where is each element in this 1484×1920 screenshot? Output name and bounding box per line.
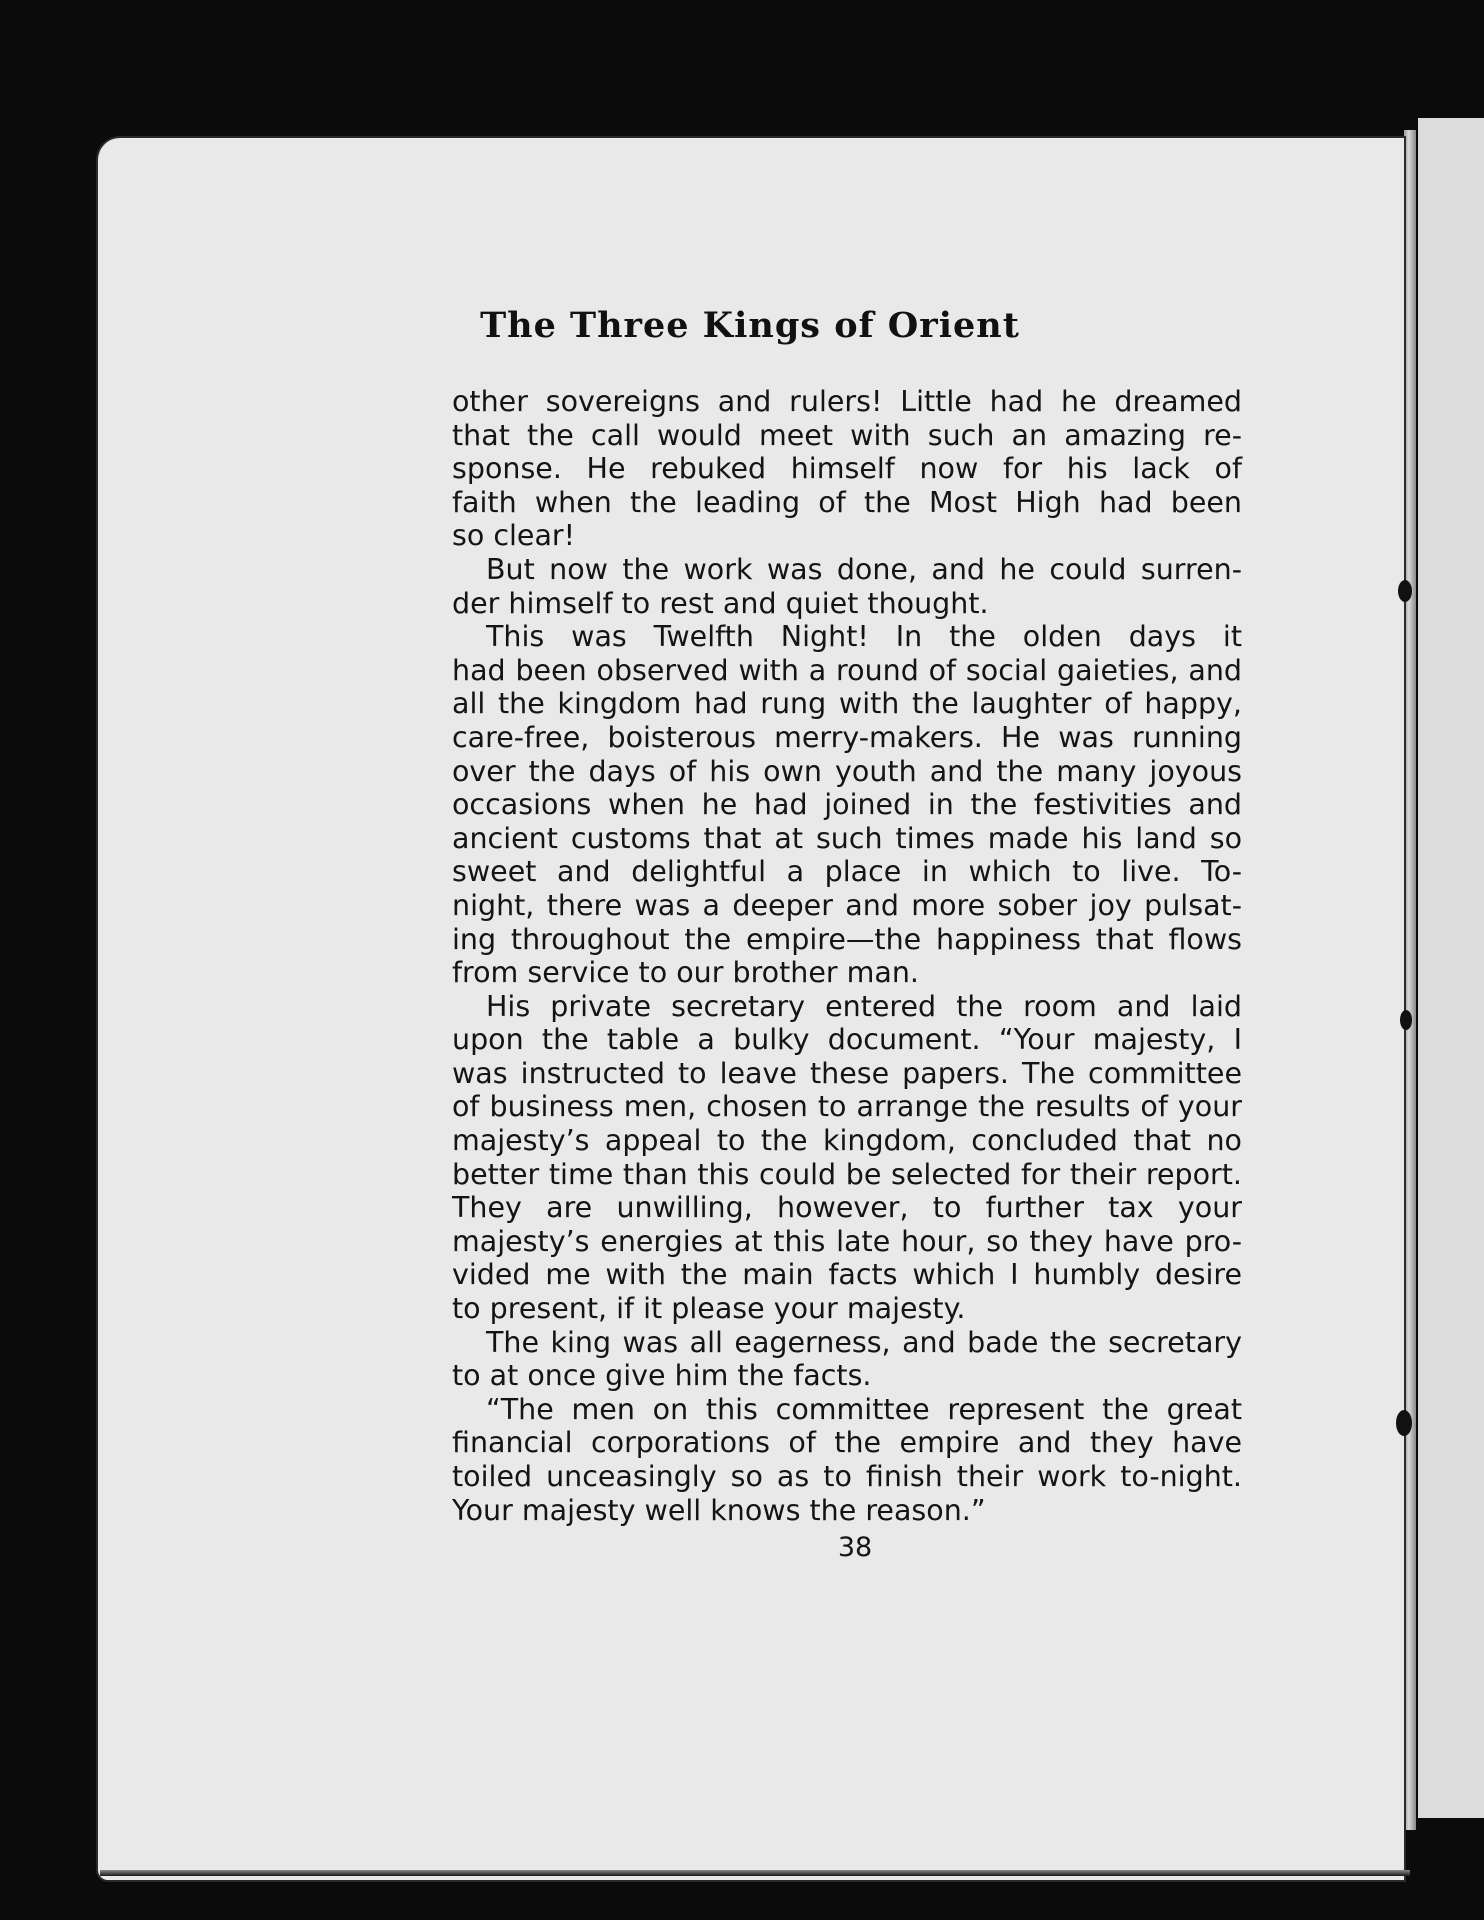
text-line: faith when the leading of the Most High had been: [452, 485, 1242, 519]
page-spine-edge: [1404, 130, 1416, 1830]
text-line: had been observed with a round of social gaieties, and: [452, 653, 1242, 687]
text-line: His private secretary entered the room and laid: [486, 989, 1242, 1023]
text-line: They are unwilling, however, to further tax your: [452, 1191, 1242, 1225]
text-line: toiled unceasingly so as to finish their work to-night.: [452, 1460, 1242, 1493]
facing-page-edge: [1418, 118, 1484, 1818]
text-line: vided me with the main facts which I humbly desire: [452, 1258, 1242, 1292]
text-line: ancient customs that at such times made his land so: [452, 821, 1242, 855]
page-bottom-shadow: [100, 1870, 1410, 1876]
text-line: “The men on this committee represent the great: [486, 1392, 1242, 1426]
text-line: Your majesty well knows the reason.”: [452, 1493, 986, 1527]
text-line: so clear!: [452, 519, 576, 553]
text-line: sweet and delightful a place in which to live. To-: [452, 855, 1242, 889]
text-line: all the kingdom had rung with the laughter of happy,: [452, 687, 1242, 721]
binding-hole-mark: [1398, 580, 1412, 602]
text-line: occasions when he had joined in the festivities and: [452, 788, 1242, 822]
text-line: from service to our brother man.: [452, 956, 919, 990]
text-line: But now the work was done, and he could surren-: [486, 552, 1242, 586]
text-line: other sovereigns and rulers! Little had he dreamed: [452, 385, 1242, 418]
text-line: over the days of his own youth and the many joyous: [452, 754, 1242, 788]
text-line: The king was all eagerness, and bade the secretary: [486, 1325, 1242, 1359]
text-line: financial corporations of the empire and they have: [452, 1426, 1242, 1460]
text-line: to present, if it please your majesty.: [452, 1292, 966, 1326]
text-line: der himself to rest and quiet thought.: [452, 586, 989, 620]
binding-hole-mark: [1396, 1410, 1412, 1436]
text-line: ing throughout the empire—the happiness that flows: [452, 922, 1242, 956]
text-line: that the call would meet with such an amazing re-: [452, 418, 1242, 452]
text-line: majesty’s energies at this late hour, so they have pro-: [452, 1224, 1242, 1258]
text-line: to at once give him the facts.: [452, 1359, 872, 1393]
text-line: of business men, chosen to arrange the results of your: [452, 1090, 1242, 1124]
text-line: better time than this could be selected for their report.: [452, 1157, 1242, 1191]
running-head: The Three Kings of Orient: [480, 305, 1020, 346]
text-line: majesty’s appeal to the kingdom, concluded that no: [452, 1124, 1242, 1158]
text-line: sponse. He rebuked himself now for his lack of: [452, 452, 1242, 486]
body-text: [452, 385, 1242, 1527]
text-line: was instructed to leave these papers. The committee: [452, 1056, 1242, 1090]
text-line: night, there was a deeper and more sober joy pulsat-: [452, 888, 1242, 922]
text-line: care-free, boisterous merry-makers. He was running: [452, 720, 1242, 754]
text-line: upon the table a bulky document. “Your majesty, I: [452, 1023, 1242, 1057]
text-line: This was Twelfth Night! In the olden days it: [486, 620, 1242, 654]
binding-hole-mark: [1400, 1010, 1412, 1030]
page-number: 38: [837, 1532, 873, 1563]
